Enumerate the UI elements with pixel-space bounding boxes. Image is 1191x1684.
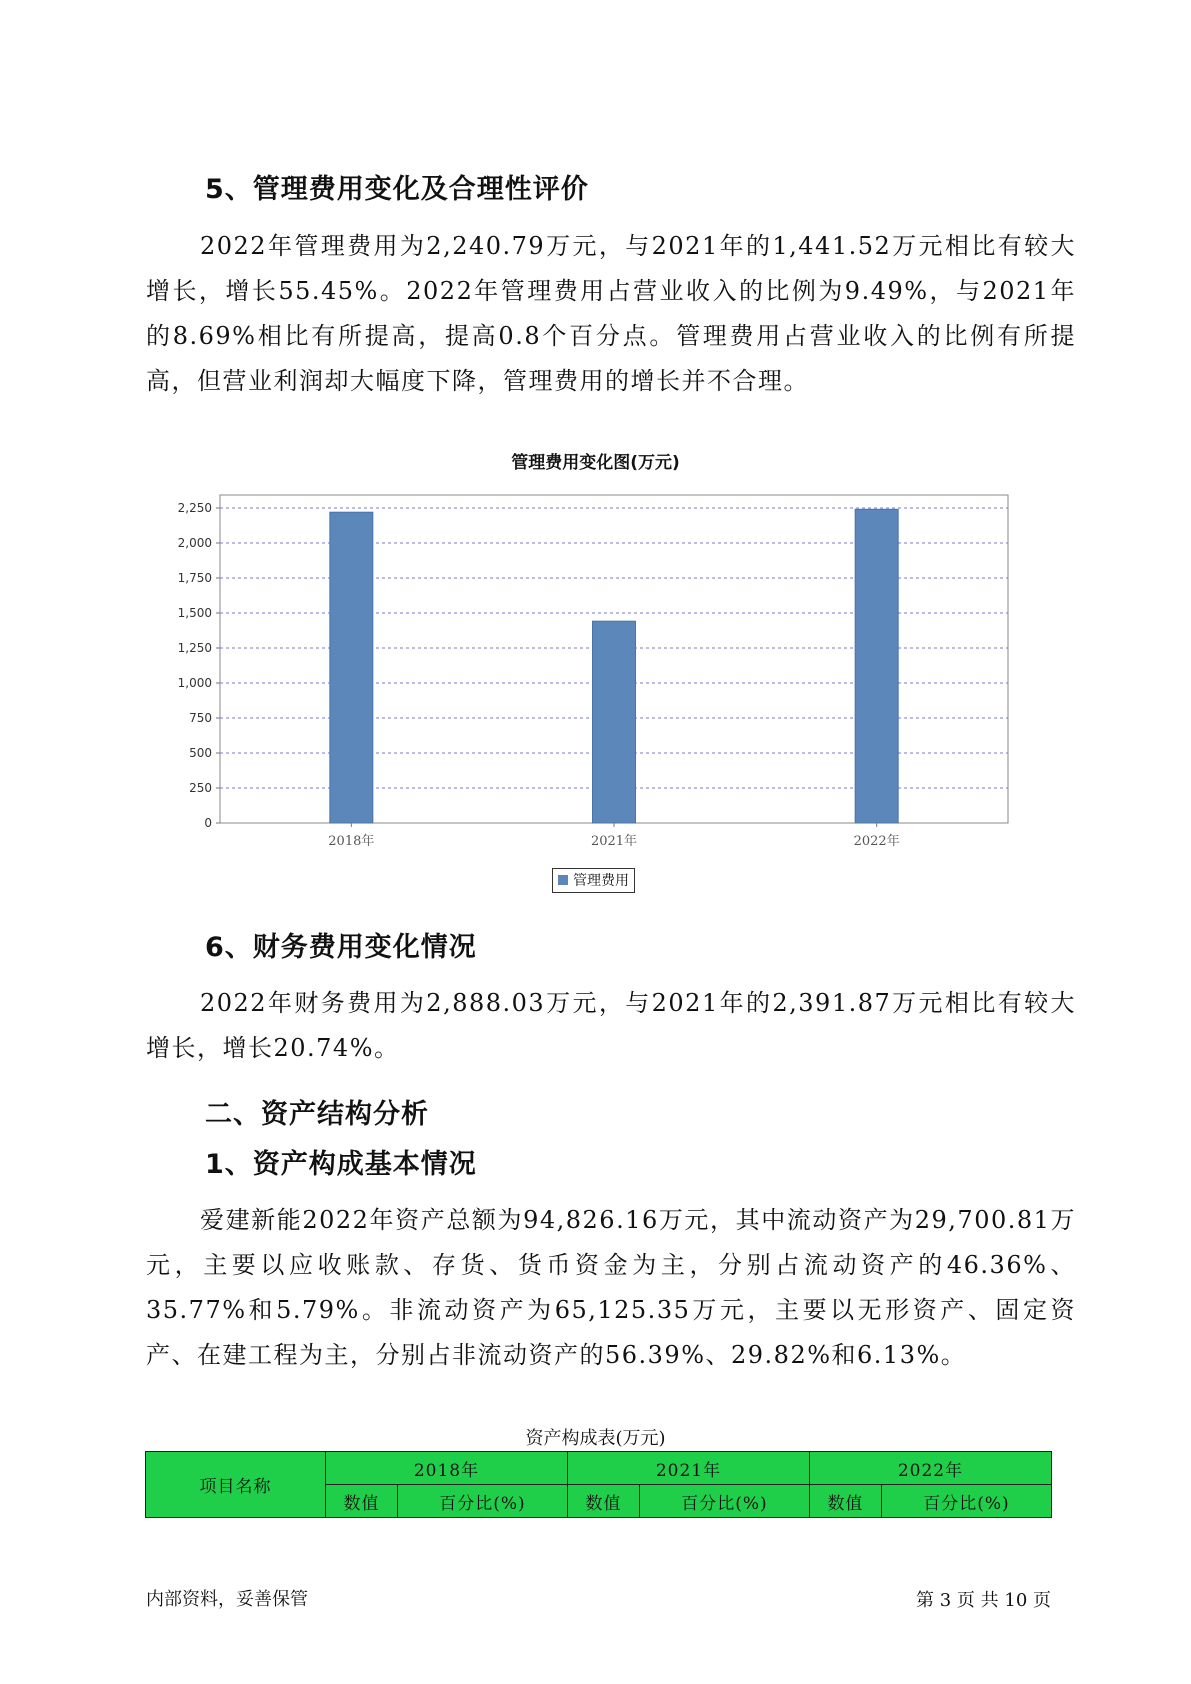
subheader-percent: 百分比(%) bbox=[881, 1485, 1051, 1518]
legend-swatch bbox=[558, 875, 568, 885]
y-tick-label: 250 bbox=[189, 781, 212, 795]
asset-composition-paragraph: 爱建新能2022年资产总额为94,826.16万元，其中流动资产为29,700.81万元，主要以应收账款、存货、货币资金为主，分别占流动资产的46.36%、35.77%和5.79%。非流动资产为65,125.35万元，主要以无形资产、固定资产、在建工程为主，分别占非流动资产的56.39%、29.82%和6.13%。 bbox=[146, 1206, 1076, 1369]
y-tick-label: 750 bbox=[189, 711, 212, 725]
subheader-percent: 百分比(%) bbox=[639, 1485, 809, 1518]
chart-title: 管理费用变化图(万元) bbox=[511, 453, 680, 473]
y-tick-label: 2,250 bbox=[177, 501, 212, 515]
subheader-value: 数值 bbox=[809, 1485, 881, 1518]
subheader-percent: 百分比(%) bbox=[397, 1485, 567, 1518]
x-tick-label: 2018年 bbox=[328, 834, 375, 849]
finance-expense-paragraph: 2022年财务费用为2,888.03万元，与2021年的2,391.87万元相比有较大增长，增长20.74%。 bbox=[146, 989, 1076, 1062]
section-heading-admin-expense: 5、管理费用变化及合理性评价 bbox=[205, 174, 589, 205]
y-tick-label: 2,000 bbox=[177, 536, 212, 550]
y-tick-label: 1,750 bbox=[177, 571, 212, 585]
section-heading-finance-expense: 6、财务费用变化情况 bbox=[205, 932, 477, 963]
y-tick-label: 1,500 bbox=[177, 606, 212, 620]
admin-expense-paragraph: 2022年管理费用为2,240.79万元，与2021年的1,441.52万元相比有较大增长，增长55.45%。2022年管理费用占营业收入的比例为9.49%，与2021年的8.69%相比有所提高，提高0.8个百分点。管理费用占营业收入的比例有所提高，但营业利润却大幅度下降，管理费用的增长并不合理。 bbox=[146, 232, 1076, 395]
footer-confidential-note: 内部资料，妥善保管 bbox=[146, 1589, 308, 1610]
part-heading-asset-structure: 二、资产结构分析 bbox=[205, 1099, 429, 1130]
table-caption: 资产构成表(万元) bbox=[525, 1428, 666, 1449]
y-tick-label: 1,000 bbox=[177, 676, 212, 690]
header-year-2018: 2018年 bbox=[326, 1452, 568, 1485]
y-tick-label: 1,250 bbox=[177, 641, 212, 655]
y-tick-label: 0 bbox=[204, 816, 212, 830]
subheader-value: 数值 bbox=[567, 1485, 639, 1518]
header-year-2021: 2021年 bbox=[567, 1452, 809, 1485]
bar-2018年 bbox=[330, 512, 373, 823]
y-tick-label: 500 bbox=[189, 746, 212, 760]
x-tick-label: 2021年 bbox=[590, 834, 638, 849]
asset-composition-table bbox=[145, 1451, 1052, 1518]
subheader-value: 数值 bbox=[326, 1485, 398, 1518]
legend-label: 管理费用 bbox=[573, 873, 629, 889]
table-header-row bbox=[146, 1452, 1052, 1485]
header-item-name: 项目名称 bbox=[146, 1452, 326, 1518]
bar-2022年 bbox=[855, 509, 898, 823]
bar-2021年 bbox=[593, 621, 636, 823]
header-year-2022: 2022年 bbox=[809, 1452, 1051, 1485]
section-heading-asset-composition: 1、资产构成基本情况 bbox=[205, 1149, 477, 1180]
x-tick-label: 2022年 bbox=[853, 834, 900, 849]
footer-page-number: 第 3 页 共 10 页 bbox=[916, 1590, 1051, 1611]
chart-legend bbox=[552, 868, 635, 893]
